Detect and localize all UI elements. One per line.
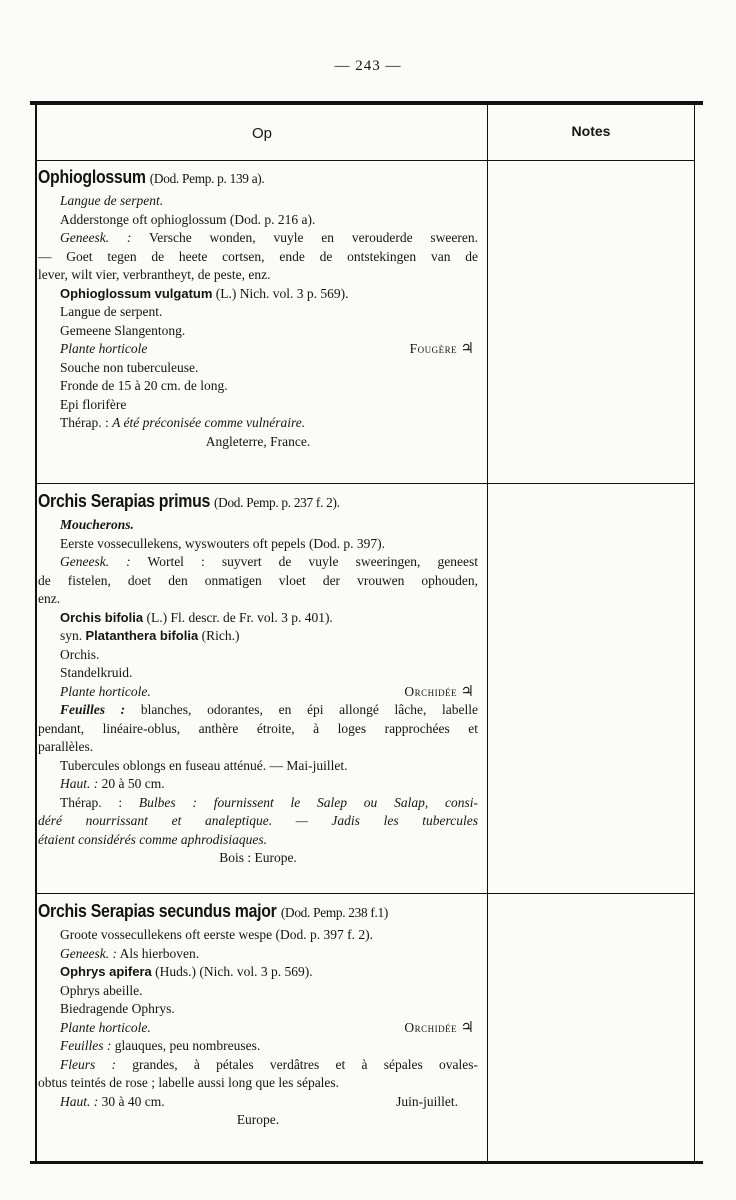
category-row: Plante horticole. Orchidée ♃: [60, 1019, 474, 1036]
species-name: Ophrys apifera (Huds.) (Nich. vol. 3 p. 569).: [60, 964, 313, 979]
perennial-symbol: ♃: [460, 1019, 474, 1036]
header-rule-left: [36, 160, 488, 161]
family-label: Fougère: [409, 341, 458, 356]
description-line: Souche non tuberculeuse.: [60, 359, 199, 375]
french-name: Ophrys abeille.: [60, 982, 143, 998]
medicinal-text: Geneesk. : Versche wonden, vuyle en verouderde sweeren.: [60, 230, 478, 245]
french-name: Langue de serpent.: [60, 304, 163, 319]
species-name: Orchis bifolia (L.) Fl. descr. de Fr. vol. 3 p. 401).: [60, 609, 333, 625]
leaves-description-cont: pendant, linéaire-oblus, anthère étroite, à loges rapprochées et: [38, 720, 478, 736]
medicinal-text: Geneesk. : Wortel : suyvert de vuyle sweeringen, geneest: [60, 554, 478, 569]
family-label: Orchidée: [404, 1019, 458, 1035]
flowers-description: Fleurs : grandes, à pétales verdâtres et à sépales ovales-: [60, 1056, 478, 1072]
table-right-border: [694, 104, 695, 1162]
medicinal-text-cont: — Goet tegen de heete cortsen, ende de ontstekingen van de: [38, 248, 478, 264]
common-name: Moucherons.: [60, 517, 134, 532]
perennial-symbol: ♃: [460, 683, 474, 700]
leaves-description: Feuilles : glauques, peu nombreuses.: [60, 1038, 261, 1053]
french-name: Orchis.: [60, 646, 100, 662]
leaves-description-end: parallèles.: [38, 739, 94, 754]
description-line: Epi florifère: [60, 396, 127, 412]
header-rule-right: [488, 160, 694, 161]
perennial-symbol: ♃: [460, 341, 474, 357]
column-divider: [487, 104, 488, 1162]
tubers-line: Tubercules oblongs en fuseau atténué. — Mai-juillet.: [60, 757, 348, 773]
family-label: Orchidée: [404, 683, 458, 699]
entry-separator-1: [36, 483, 488, 484]
height-line: Haut. : 20 à 50 cm.: [60, 776, 165, 791]
entry-orchis-serapias-primus: [38, 492, 478, 868]
flowering-period: Juin-juillet.: [396, 1093, 458, 1109]
common-name: Langue de serpent.: [60, 193, 164, 208]
column-header-notes: Notes: [571, 123, 611, 139]
height-line: Haut. : 30 à 40 cm. Juin-juillet.: [38, 1093, 478, 1112]
category-row: Plante horticole. Orchidée ♃: [60, 683, 474, 700]
medicinal-text-end: lever, wilt vier, verbrantheyt, de peste, enz.: [38, 267, 271, 282]
entry-orchis-serapias-secundus-major: [38, 902, 478, 1130]
therapeutic-line: Thérap. : Bulbes : fournissent le Salep ou Salap, consi-: [60, 794, 478, 810]
dutch-common-name: Standelkruid.: [60, 665, 133, 680]
medicinal-text-cont: de fistelen, doet den onmatigen vloet der vrouwen ophouden,: [38, 572, 478, 588]
entry-separator-2-notes: [488, 893, 694, 894]
flowers-description-cont: obtus teintés de rose ; labelle aussi long que les sépales.: [38, 1075, 340, 1090]
table-top-rule: [30, 101, 703, 105]
therapeutic-line-end: étaient considérés comme aphrodisiaques.: [38, 831, 267, 847]
dutch-common-name: Biedragende Ophrys.: [60, 1001, 175, 1016]
medicinal-text: Geneesk. : Als hierboven.: [60, 945, 200, 961]
dutch-name: Eerste vossecullekens, wyswouters oft pepels (Dod. p. 397).: [60, 535, 386, 551]
table-bottom-rule: [30, 1161, 703, 1164]
entry-ophioglossum: [38, 168, 478, 451]
entry-title: Ophioglossum (Dod. Pemp. p. 139 a).: [38, 167, 265, 187]
distribution: Bois : Europe.: [219, 850, 297, 865]
therapeutic-line: Thérap. : A été préconisée comme vulnéraire.: [60, 415, 306, 430]
entry-title: Orchis Serapias secundus major (Dod. Pemp. 238 f.1): [38, 901, 388, 921]
table-left-border: [35, 104, 37, 1162]
entry-separator-1-notes: [488, 483, 694, 484]
distribution: Europe.: [236, 1112, 280, 1127]
species-name: Ophioglossum vulgatum (L.) Nich. vol. 3 p. 569).: [60, 285, 349, 301]
description-line: Fronde de 15 à 20 cm. de long.: [60, 378, 228, 393]
therapeutic-line-cont: déré nourrissant et analeptique. — Jadis les tubercules: [38, 813, 478, 828]
entry-separator-2: [36, 893, 488, 894]
leaves-description: Feuilles : blanches, odorantes, en épi allongé lâche, labelle: [60, 702, 479, 717]
synonym: syn. Platanthera bifolia (Rich.): [60, 628, 240, 643]
dutch-name: Groote vossecullekens oft eerste wespe (Dod. p. 397 f. 2).: [60, 927, 374, 942]
category-row: Plante horticole Fougère ♃: [60, 341, 474, 357]
page-number: — 243 —: [334, 58, 402, 74]
distribution: Angleterre, France.: [205, 433, 311, 449]
column-header-op: Op: [251, 125, 272, 142]
dutch-name: Adderstonge oft ophioglossum (Dod. p. 216 a).: [60, 211, 316, 227]
dutch-common-name: Gemeene Slangentong.: [60, 322, 186, 338]
medicinal-text-end: enz.: [38, 591, 61, 606]
entry-title: Orchis Serapias primus (Dod. Pemp. p. 237 f. 2).: [38, 491, 340, 511]
